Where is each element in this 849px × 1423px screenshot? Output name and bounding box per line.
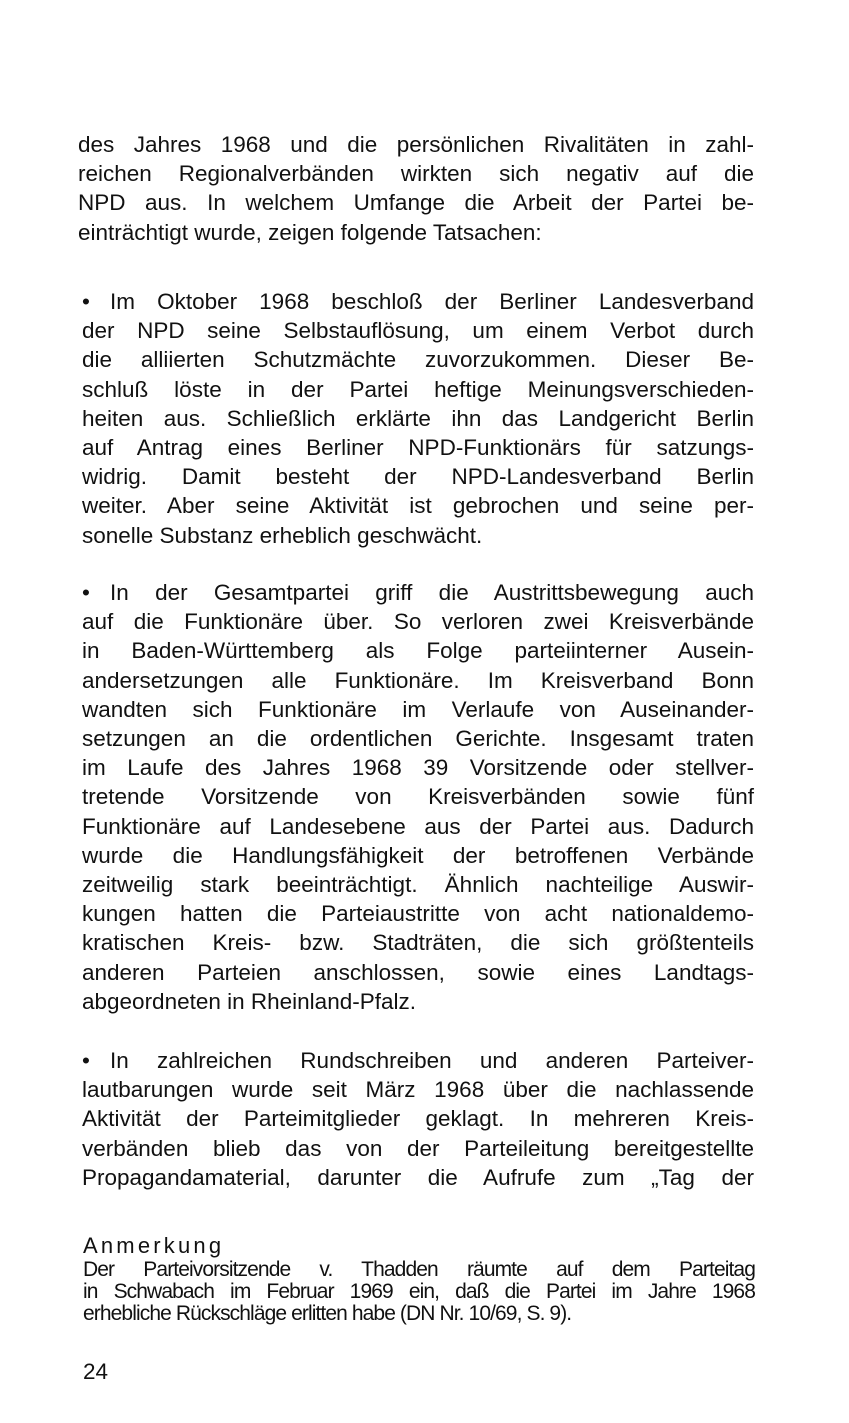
- text-line: NPD aus. In welchem Umfange die Arbeit der Partei be-: [78, 190, 754, 216]
- text-line: sonelle Substanz erheblich geschwächt.: [82, 522, 483, 548]
- text-line: auf Antrag eines Berliner NPD-Funktionärs für satzungs-: [82, 435, 754, 461]
- footnote-line: Der Parteivorsitzende v. Thadden räumte auf dem Parteitag: [83, 1258, 755, 1281]
- text-line: andersetzungen alle Funktionäre. Im Kreisverband Bonn: [82, 667, 754, 693]
- text-line: Propagandamaterial, darunter die Aufrufe zum „Tag der: [82, 1164, 754, 1190]
- bullet-marker: •: [82, 580, 90, 605]
- text-line: lautbarungen wurde seit März 1968 über die nachlassende: [82, 1077, 754, 1103]
- footnote-heading: Anmerkung: [83, 1233, 225, 1258]
- bullet-paragraph-rundschreiben: [82, 1046, 754, 1192]
- text-line: [82, 287, 754, 316]
- text-line: wurde die Handlungsfähigkeit der betroffenen Verbände: [82, 842, 754, 868]
- text-line: kratischen Kreis- bzw. Stadträten, die sich größtenteils: [82, 930, 754, 956]
- text-line: [82, 1046, 754, 1075]
- text-line: in Baden-Württemberg als Folge parteiinterner Ausein-: [82, 638, 754, 664]
- text-line: wandten sich Funktionäre im Verlaufe von Auseinander-: [82, 696, 754, 722]
- footnote-text: [83, 1259, 755, 1325]
- bullet-paragraph-berlin: [82, 287, 754, 550]
- text-line: reichen Regionalverbänden wirkten sich negativ auf die: [78, 161, 754, 187]
- text-line: weiter. Aber seine Aktivität ist gebrochen und seine per-: [82, 493, 754, 519]
- text-line: schluß löste in der Partei heftige Meinungsverschieden-: [82, 376, 754, 402]
- bullet-paragraph-austritte: [82, 578, 754, 1016]
- text-line: im Laufe des Jahres 1968 39 Vorsitzende oder stellver-: [82, 755, 754, 781]
- bullet-marker: •: [82, 1048, 90, 1073]
- text-line: des Jahres 1968 und die persönlichen Rivalitäten in zahl-: [78, 132, 754, 157]
- text-line: zeitweilig stark beeinträchtigt. Ähnlich nachteilige Auswir-: [82, 872, 754, 898]
- paragraph-intro: [78, 130, 754, 247]
- text-line: widrig. Damit besteht der NPD-Landesverband Berlin: [82, 464, 754, 490]
- text-line: kungen hatten die Parteiaustritte von acht nationaldemo-: [82, 901, 754, 927]
- text-line: heiten aus. Schließlich erklärte ihn das Landgericht Berlin: [82, 405, 754, 431]
- text-line: auf die Funktionäre über. So verloren zwei Kreisverbände: [82, 609, 754, 635]
- page-number: 24: [83, 1359, 109, 1384]
- text-line: der NPD seine Selbstauflösung, um einem Verbot durch: [82, 318, 754, 344]
- text-line-content: Im Oktober 1968 beschloß der Berliner Landesverband: [110, 289, 754, 314]
- footnote-line: erhebliche Rückschläge erlitten habe (DN Nr. 10/69, S. 9).: [83, 1302, 572, 1325]
- text-line-content: In der Gesamtpartei griff die Austrittsbewegung auch: [110, 580, 754, 605]
- bullet-marker: •: [82, 289, 90, 314]
- text-line: Aktivität der Parteimitglieder geklagt. In mehreren Kreis-: [82, 1106, 754, 1132]
- text-line: Funktionäre auf Landesebene aus der Partei aus. Dadurch: [82, 813, 754, 839]
- footnote-line: in Schwabach im Februar 1969 ein, daß die Partei im Jahre 1968: [83, 1280, 755, 1303]
- text-line-content: In zahlreichen Rundschreiben und anderen Parteiver-: [110, 1048, 754, 1073]
- text-line: abgeordneten in Rheinland-Pfalz.: [82, 988, 416, 1014]
- text-line: einträchtigt wurde, zeigen folgende Tatsachen:: [78, 219, 542, 245]
- text-line: verbänden blieb das von der Parteileitung bereitgestellte: [82, 1135, 754, 1161]
- text-line: die alliierten Schutzmächte zuvorzukommen. Dieser Be-: [82, 347, 754, 373]
- text-line: setzungen an die ordentlichen Gerichte. Insgesamt traten: [82, 726, 754, 752]
- text-line: tretende Vorsitzende von Kreisverbänden sowie fünf: [82, 784, 754, 810]
- text-line: anderen Parteien anschlossen, sowie eines Landtags-: [82, 959, 754, 985]
- text-line: [82, 578, 754, 607]
